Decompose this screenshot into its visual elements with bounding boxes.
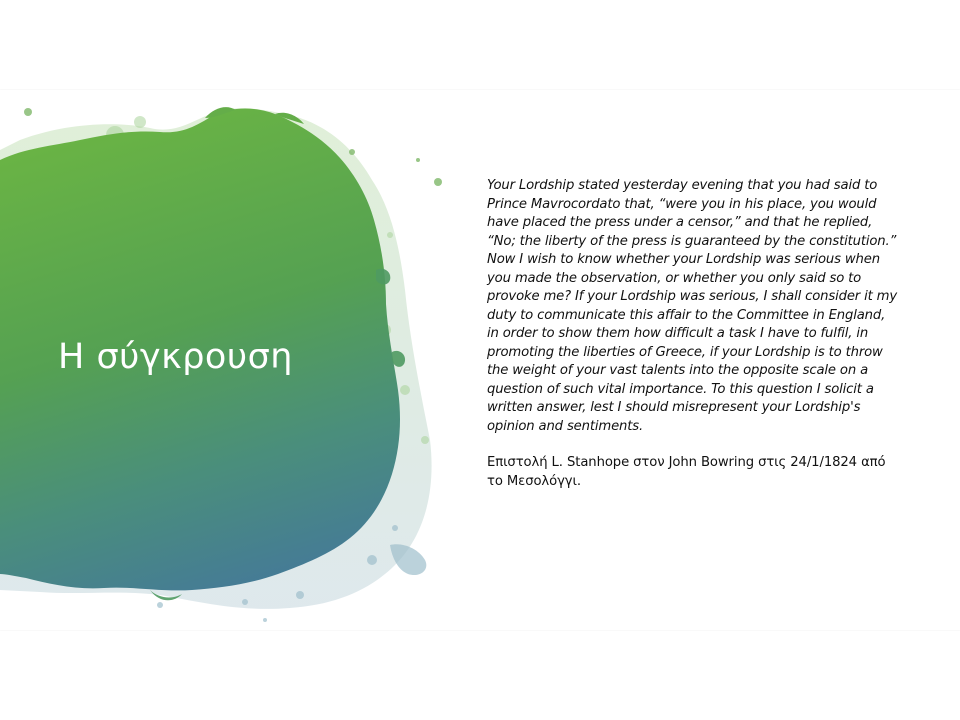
quote-text: Your Lordship stated yesterday evening that you had said to Prince Mavrocordato that, “were you in his place, you would have placed the press under a censor,” and that he replied, “No; the liberty of the press is guaranteed by the constitution.” Now I wish to know whether your Lordship was serious when you made the observation, or whether you only said so to provoke me? If your Lordship was serious, I shall consider it my duty to communicate this affair to the Committee in England, in order to show them how difficult a task I have to fulfil, in promoting the liberties of Greece, if your Lordship is to throw the weight of your vast talents into the opposite scale on a question of such vital importance. To this question I solicit a written answer, lest I should misrepresent your Lordship's opinion and sentiments. xyxy=(487,178,898,434)
quote-block xyxy=(487,177,899,491)
source-citation: Επιστολή L. Stanhope στον John Bowring στις 24/1/1824 από το Μεσολόγγι. xyxy=(487,455,886,489)
slide-title: Η σύγκρουση xyxy=(58,337,293,377)
slide xyxy=(0,90,960,630)
